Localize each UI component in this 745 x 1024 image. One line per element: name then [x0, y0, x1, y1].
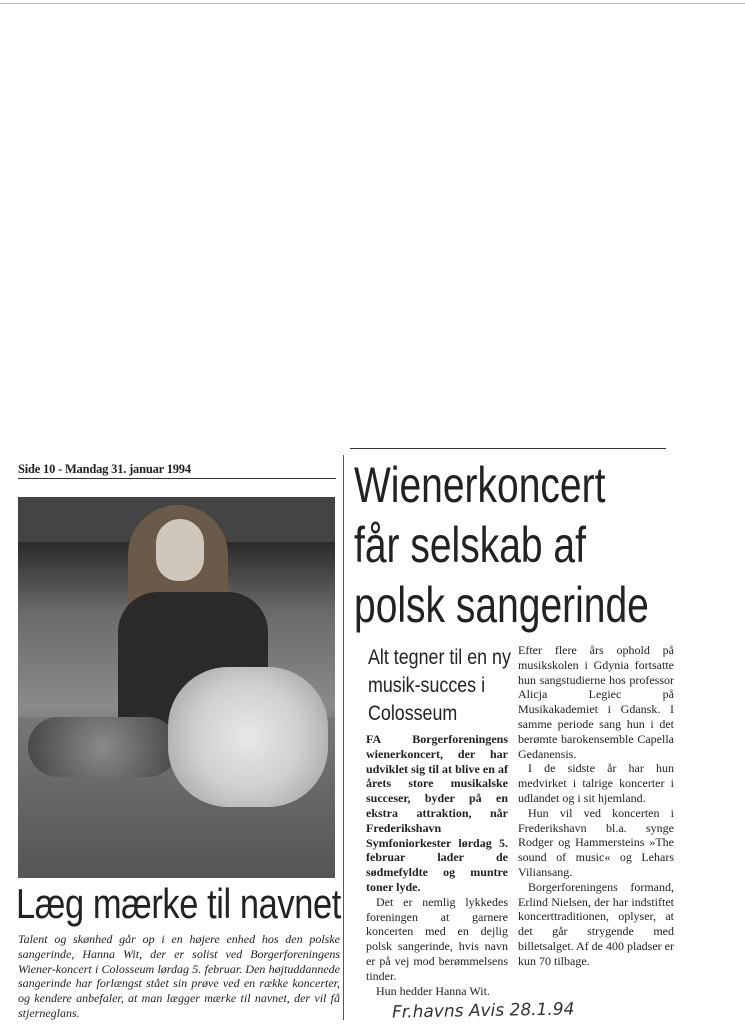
- column-divider: [343, 455, 344, 1020]
- article-column-2: [518, 643, 674, 969]
- subhead-line: musik-succes i: [368, 674, 486, 697]
- article-headline: [354, 455, 649, 635]
- article-subhead: [368, 644, 511, 728]
- headline-rule: [350, 448, 666, 449]
- article-column-1: [366, 732, 508, 998]
- dateline-rule: [18, 478, 336, 479]
- photo-face: [156, 519, 204, 581]
- paragraph: Hun hedder Hanna Wit.: [376, 983, 490, 998]
- headline-line: Wienerkoncert: [354, 457, 606, 513]
- singer-photo: [18, 497, 335, 878]
- photo-flowers: [168, 667, 328, 807]
- paragraph: Hun vil ved koncerten i Frederikshavn bl.a. synge Rodger og Hammersteins »The sound of music« og Lehars Viliansang.: [518, 805, 674, 879]
- dateline: Side 10 - Mandag 31. januar 1994: [18, 462, 191, 476]
- caption-headline: Læg mærke til navnet: [16, 880, 341, 927]
- headline-line: polsk sangerinde: [354, 577, 649, 633]
- handwritten-note: Fr.havns Avis 28.1.94: [391, 999, 575, 1023]
- paragraph: FA Borgerforeningens wienerkoncert, der har udviklet sig til at blive en af årets store musikalske succeser, byder på en ekstra attraktion, når Frederikshavn Symfoniorkester lørdag 5. februar lader de sødmefyldte og muntre toner lyde.: [366, 732, 508, 894]
- paragraph: Efter flere års ophold på musikskolen i Gdynia fortsatte hun sangstudierne hos professor Alicja Legiec på Musikakademiet i Gdansk. I samme periode sang hun i det berømte barokensemble Capella Gedanensis.: [518, 643, 674, 761]
- headline-line: får selskab af: [354, 517, 586, 573]
- paragraph: Borgerforeningens formand, Erlind Nielsen, der har indstiftet koncerttraditionen, oplyser, at det går strygende med billetsalget. Af de 400 pladser er kun 70 tilbage.: [518, 879, 674, 968]
- subhead-line: Colosseum: [368, 702, 458, 725]
- paragraph: I de sidste år har hun medvirket i talrige koncerter i udlandet og i sit hjemland.: [518, 761, 674, 805]
- paragraph: Det er nemlig lykkedes foreningen at garnere koncerten med en dejlig polsk sangerinde, hvis navn er på vej mod berømmelsens tinder.: [366, 894, 508, 983]
- photo-leaves: [28, 717, 178, 777]
- scan-edge-line: [0, 3, 745, 4]
- subhead-line: Alt tegner til en ny: [368, 646, 511, 669]
- caption-text: Talent og skønhed går op i en højere enhed hos den polske sangerinde, Hanna Wit, der er solist ved Borgerforeningens Wiener-koncert i Colosseum lørdag 5. februar. Den højtuddannede sangerinde har forlængst stået sin prøve ved en række koncerter, og kendere anbefaler, at man lægger mærke til navnet, der vil få stjerneglans.: [18, 932, 340, 1020]
